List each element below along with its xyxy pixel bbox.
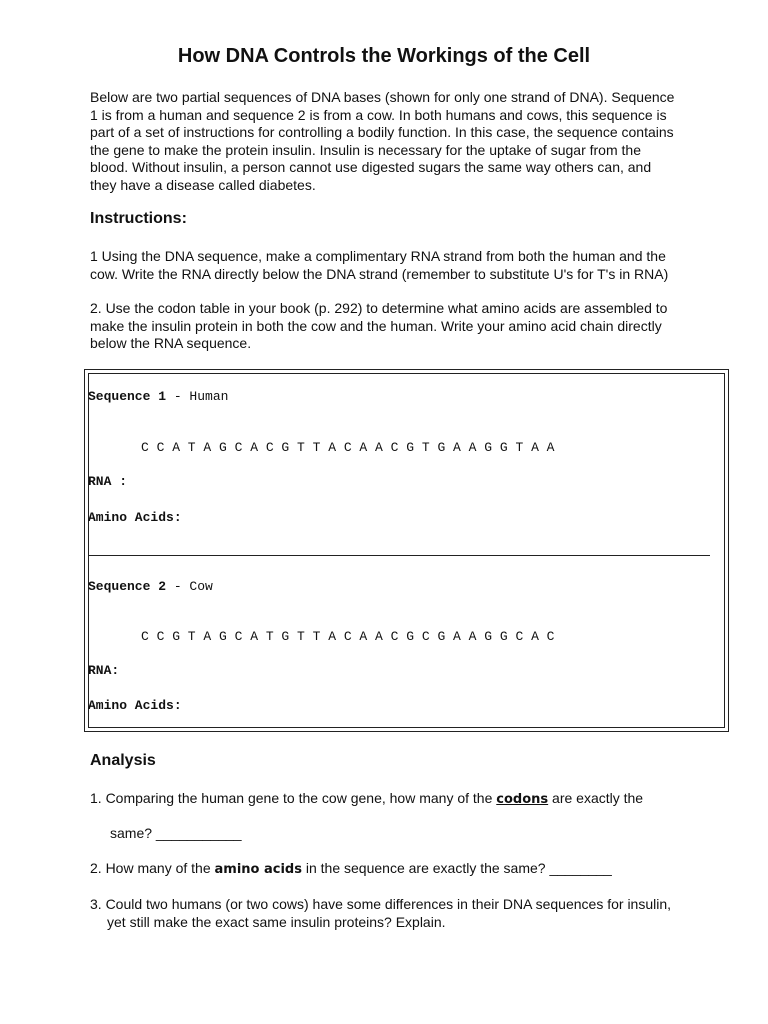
q1-keyword: codons (496, 792, 549, 807)
seq1-dna: C C A T A G C A C G T T A C A A C G T G A A G G T A A (141, 440, 555, 455)
section-divider (88, 555, 710, 556)
intro-line: 1 is from a human and sequence 2 is from a cow. In both humans and cows, this sequence is (90, 106, 667, 123)
instruction-line: 1 Using the DNA sequence, make a complimentary RNA strand from both the human and the (90, 248, 666, 264)
q2-text-pre: 2. How many of the (90, 860, 215, 876)
analysis-question-3 (90, 895, 671, 931)
intro-line: blood. Without insulin, a person cannot use digested sugars the same way others can, and (90, 159, 652, 175)
intro-line: the gene to make the protein insulin. Insulin is necessary for the uptake of sugar from the (90, 141, 641, 158)
page-title: How DNA Controls the Workings of the Cell (177, 45, 591, 67)
worksheet-box (84, 369, 729, 732)
analysis-question-1 (90, 790, 643, 807)
instruction-line: make the insulin protein in both the cow and the human. Write your amino acid chain directly (90, 317, 662, 334)
q3-line: yet still make the exact same insulin proteins? Explain. (107, 914, 446, 930)
instructions-heading: Instructions: (90, 210, 187, 227)
q1-text-post: are exactly the (548, 790, 644, 806)
seq1-dash: - (166, 389, 190, 404)
seq2-label: Sequence 2 (88, 579, 167, 594)
seq2-organism: Cow (189, 579, 213, 594)
seq1-label: Sequence 1 (88, 389, 167, 404)
q2-keyword: amino acids (214, 862, 302, 877)
seq2-amino-label: Amino Acids: (88, 698, 182, 713)
instruction-line: 2. Use the codon table in your book (p. 292) to determine what amino acids are assembled to (90, 300, 668, 316)
instruction-line: below the RNA sequence. (90, 335, 252, 351)
intro-paragraph (90, 89, 730, 194)
q1-text-pre: 1. Comparing the human gene to the cow gene, how many of the (90, 790, 497, 806)
instruction-step-1 (90, 248, 730, 283)
intro-line: they have a disease called diabetes. (90, 176, 316, 193)
instruction-step-2 (90, 300, 730, 353)
seq2-dash: - (166, 579, 190, 594)
seq2-heading (88, 579, 213, 594)
worksheet-box-inner (88, 373, 725, 728)
instruction-line: cow. Write the RNA directly below the DNA strand (remember to substitute U's for T's in RNA) (90, 265, 669, 282)
seq2-rna-label: RNA: (88, 663, 120, 678)
analysis-question-2 (90, 860, 612, 877)
seq1-amino-label: Amino Acids: (88, 510, 182, 525)
intro-line: part of a set of instructions for controlling a bodily function. In this case, the sequence contains (90, 124, 674, 140)
seq2-dna: C C G T A G C A T G T T A C A A C G C G A A G G C A C (141, 629, 555, 644)
analysis-heading: Analysis (90, 752, 156, 769)
seq1-rna-label: RNA : (88, 474, 128, 489)
q2-text-post: in the sequence are exactly the same? ________ (301, 860, 612, 876)
seq1-heading (88, 389, 228, 404)
intro-line: Below are two partial sequences of DNA bases (shown for only one strand of DNA). Sequence (90, 89, 675, 105)
seq1-organism: Human (189, 389, 229, 404)
q3-line: 3. Could two humans (or two cows) have some differences in their DNA sequences for insulin, (90, 896, 672, 912)
q1-answer-line: same? ___________ (110, 825, 242, 841)
